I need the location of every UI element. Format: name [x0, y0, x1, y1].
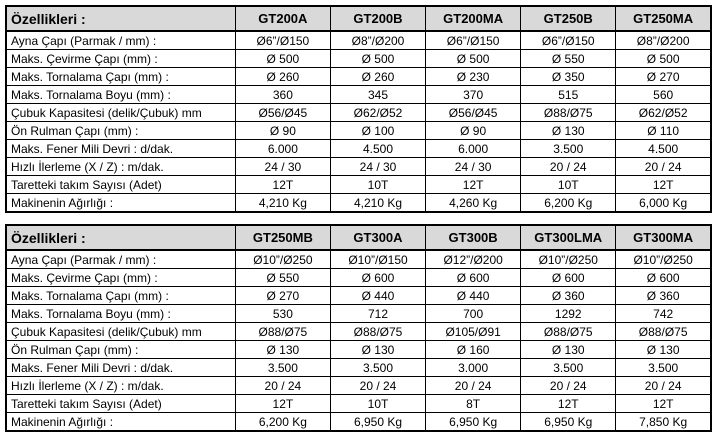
- spec-value: Ø 500: [426, 50, 521, 68]
- column-header-gt300b: GT300B: [426, 225, 521, 250]
- spec-value: Ø 550: [521, 50, 616, 68]
- spec-value: Ø 360: [616, 287, 711, 305]
- table-row: [6, 122, 711, 140]
- spec-value: Ø88/Ø75: [521, 104, 616, 122]
- spec-value: 3.500: [330, 359, 425, 377]
- spec-value: 20 / 24: [330, 377, 425, 395]
- spec-value: Ø88/Ø75: [235, 323, 330, 341]
- column-header-gt200a: GT200A: [235, 6, 330, 31]
- spec-value: Ø 160: [426, 341, 521, 359]
- spec-value: 345: [330, 86, 425, 104]
- spec-value: 12T: [235, 176, 330, 194]
- spec-value: 4.500: [330, 140, 425, 158]
- row-label: Makinenin Ağırlığı :: [6, 194, 235, 213]
- spec-value: Ø10”/Ø150: [330, 250, 425, 269]
- spec-value: Ø 110: [616, 122, 711, 140]
- spec-value: Ø10”/Ø250: [616, 250, 711, 269]
- column-header-gt250b: GT250B: [521, 6, 616, 31]
- row-label: Maks. Tornalama Boyu (mm) :: [6, 86, 235, 104]
- spec-value: 24 / 30: [426, 158, 521, 176]
- table-row: [6, 140, 711, 158]
- spec-value: 530: [235, 305, 330, 323]
- spec-value: 12T: [616, 176, 711, 194]
- table-row: [6, 31, 711, 50]
- spec-value: 6,950 Kg: [330, 413, 425, 432]
- row-label: Taretteki takım Sayısı (Adet): [6, 176, 235, 194]
- table-row: [6, 50, 711, 68]
- row-label: Taretteki takım Sayısı (Adet): [6, 395, 235, 413]
- spec-value: 6,200 Kg: [521, 194, 616, 213]
- spec-value: 6,950 Kg: [426, 413, 521, 432]
- row-label: Ön Rulman Çapı (mm) :: [6, 122, 235, 140]
- spec-value: 6,950 Kg: [521, 413, 616, 432]
- spec-value: 20 / 24: [521, 158, 616, 176]
- spec-value: Ø 130: [521, 341, 616, 359]
- spec-value: 12T: [235, 395, 330, 413]
- spec-value: Ø10”/Ø250: [521, 250, 616, 269]
- column-header-gt250ma: GT250MA: [616, 6, 711, 31]
- spec-value: 10T: [330, 395, 425, 413]
- spec-value: Ø 350: [521, 68, 616, 86]
- spec-value: 360: [235, 86, 330, 104]
- spec-value: Ø 600: [521, 269, 616, 287]
- spec-value: Ø62/Ø52: [616, 104, 711, 122]
- spec-value: 6.000: [426, 140, 521, 158]
- row-label: Hızlı İlerleme (X / Z) : m/dak.: [6, 158, 235, 176]
- spec-value: Ø6”/Ø150: [235, 31, 330, 50]
- table-row: [6, 323, 711, 341]
- spec-value: 700: [426, 305, 521, 323]
- spec-value: Ø 130: [330, 341, 425, 359]
- spec-value: 24 / 30: [330, 158, 425, 176]
- spec-value: 6,200 Kg: [235, 413, 330, 432]
- table-row: [6, 341, 711, 359]
- spec-value: Ø 550: [235, 269, 330, 287]
- spec-value: Ø8”/Ø200: [330, 31, 425, 50]
- spec-value: Ø 130: [235, 341, 330, 359]
- table-row: [6, 305, 711, 323]
- column-header-gt300lma: GT300LMA: [521, 225, 616, 250]
- table-row: [6, 68, 711, 86]
- row-label: Ön Rulman Çapı (mm) :: [6, 341, 235, 359]
- row-label: Maks. Fener Mili Devri : d/dak.: [6, 359, 235, 377]
- spec-value: Ø 130: [521, 122, 616, 140]
- spec-value: Ø56/Ø45: [235, 104, 330, 122]
- spec-value: 3.500: [235, 359, 330, 377]
- spec-value: Ø 600: [330, 269, 425, 287]
- spec-value: 12T: [426, 176, 521, 194]
- spec-value: 6.000: [235, 140, 330, 158]
- spec-value: Ø10”/Ø250: [235, 250, 330, 269]
- spec-value: Ø 260: [235, 68, 330, 86]
- spec-value: Ø 360: [521, 287, 616, 305]
- column-header-gt300a: GT300A: [330, 225, 425, 250]
- spec-value: 8T: [426, 395, 521, 413]
- spec-value: Ø105/Ø91: [426, 323, 521, 341]
- row-label: Maks. Tornalama Çapı (mm) :: [6, 68, 235, 86]
- table-row: [6, 377, 711, 395]
- table-row: [6, 104, 711, 122]
- spec-value: 3.000: [426, 359, 521, 377]
- row-label: Hızlı İlerleme (X / Z) : m/dak.: [6, 377, 235, 395]
- spec-value: 6,000 Kg: [616, 194, 711, 213]
- spec-value: Ø 600: [616, 269, 711, 287]
- table-row: [6, 194, 711, 213]
- spec-value: Ø88/Ø75: [521, 323, 616, 341]
- spec-value: Ø62/Ø52: [330, 104, 425, 122]
- row-label: Çubuk Kapasitesi (delik/Çubuk) mm: [6, 323, 235, 341]
- spec-value: 4,210 Kg: [330, 194, 425, 213]
- column-header-gt200b: GT200B: [330, 6, 425, 31]
- spec-value: Ø 90: [426, 122, 521, 140]
- spec-value: Ø 500: [235, 50, 330, 68]
- spec-value: 10T: [521, 176, 616, 194]
- row-label: Maks. Çevirme Çapı (mm) :: [6, 269, 235, 287]
- column-header-gt250mb: GT250MB: [235, 225, 330, 250]
- table-row: [6, 86, 711, 104]
- table-row: [6, 250, 711, 269]
- spec-value: 515: [521, 86, 616, 104]
- row-label: Maks. Fener Mili Devri : d/dak.: [6, 140, 235, 158]
- table-row: [6, 413, 711, 432]
- spec-value: 20 / 24: [616, 158, 711, 176]
- spec-value: 4,260 Kg: [426, 194, 521, 213]
- spec-value: Ø 600: [426, 269, 521, 287]
- spec-value: Ø6”/Ø150: [521, 31, 616, 50]
- row-label: Maks. Tornalama Çapı (mm) :: [6, 287, 235, 305]
- table-row: [6, 395, 711, 413]
- spec-value: 712: [330, 305, 425, 323]
- table-row: [6, 176, 711, 194]
- header-row: [6, 6, 711, 31]
- spec-value: 370: [426, 86, 521, 104]
- table-row: [6, 359, 711, 377]
- table-body: [6, 31, 711, 212]
- spec-value: Ø 440: [330, 287, 425, 305]
- spec-table-gt200-gt250: [5, 5, 712, 213]
- table-row: [6, 158, 711, 176]
- spec-value: Ø 500: [616, 50, 711, 68]
- spec-value: 560: [616, 86, 711, 104]
- spec-value: Ø 90: [235, 122, 330, 140]
- row-label: Ayna Çapı (Parmak / mm) :: [6, 31, 235, 50]
- table-row: [6, 287, 711, 305]
- table-body: [6, 250, 711, 431]
- spec-value: 742: [616, 305, 711, 323]
- spec-value: Ø 130: [616, 341, 711, 359]
- spec-value: 4,210 Kg: [235, 194, 330, 213]
- column-header-gt300ma: GT300MA: [616, 225, 711, 250]
- spec-value: 20 / 24: [235, 377, 330, 395]
- spec-value: Ø56/Ø45: [426, 104, 521, 122]
- spec-value: 3.500: [521, 359, 616, 377]
- row-label: Maks. Tornalama Boyu (mm) :: [6, 305, 235, 323]
- row-label: Makinenin Ağırlığı :: [6, 413, 235, 432]
- spec-value: Ø 260: [330, 68, 425, 86]
- table-row: [6, 269, 711, 287]
- spec-value: 3.500: [616, 359, 711, 377]
- spec-value: 12T: [521, 395, 616, 413]
- spec-table-gt250mb-gt300: [5, 224, 712, 432]
- spec-value: Ø 500: [330, 50, 425, 68]
- spec-value: Ø88/Ø75: [330, 323, 425, 341]
- table-title: Özellikleri :: [6, 225, 235, 250]
- spec-value: Ø 440: [426, 287, 521, 305]
- spec-value: 7,850 Kg: [616, 413, 711, 432]
- spec-value: 12T: [616, 395, 711, 413]
- spec-value: Ø 270: [235, 287, 330, 305]
- spec-value: Ø 100: [330, 122, 425, 140]
- spec-value: 20 / 24: [426, 377, 521, 395]
- spec-value: 1292: [521, 305, 616, 323]
- spec-value: Ø12”/Ø200: [426, 250, 521, 269]
- spec-value: Ø88/Ø75: [616, 323, 711, 341]
- column-header-gt200ma: GT200MA: [426, 6, 521, 31]
- spec-value: 24 / 30: [235, 158, 330, 176]
- spec-value: 3.500: [521, 140, 616, 158]
- spec-value: Ø 270: [616, 68, 711, 86]
- table-title: Özellikleri :: [6, 6, 235, 31]
- row-label: Ayna Çapı (Parmak / mm) :: [6, 250, 235, 269]
- spec-value: Ø 230: [426, 68, 521, 86]
- spec-value: 10T: [330, 176, 425, 194]
- spec-value: 20 / 24: [616, 377, 711, 395]
- row-label: Çubuk Kapasitesi (delik/Çubuk) mm: [6, 104, 235, 122]
- spec-value: Ø6”/Ø150: [426, 31, 521, 50]
- spec-value: Ø8”/Ø200: [616, 31, 711, 50]
- row-label: Maks. Çevirme Çapı (mm) :: [6, 50, 235, 68]
- header-row: [6, 225, 711, 250]
- spec-value: 20 / 24: [521, 377, 616, 395]
- spec-value: 4.500: [616, 140, 711, 158]
